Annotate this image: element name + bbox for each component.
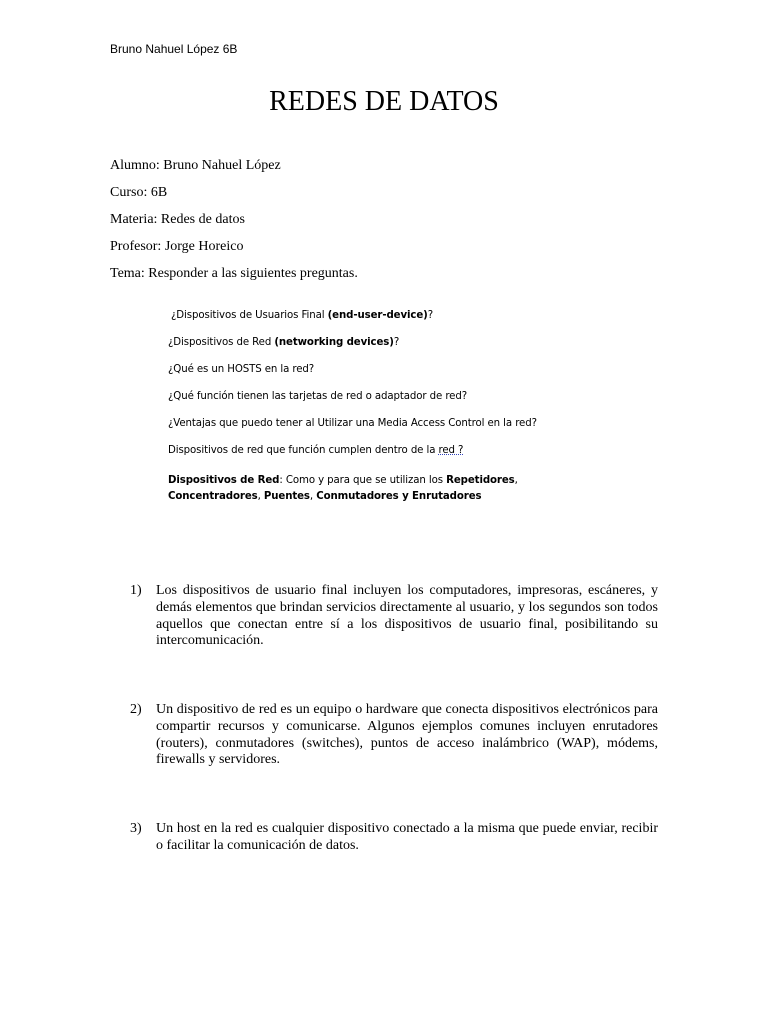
questions-image <box>168 309 648 505</box>
question-7-text: : Como y para que se utilizan los <box>279 475 447 486</box>
answer-item <box>130 702 658 769</box>
question-4: ¿Qué función tienen las tarjetas de red o adaptador de red? <box>168 391 468 402</box>
question-1 <box>168 309 648 336</box>
student-name: Alumno: Bruno Nahuel López <box>110 158 281 173</box>
question-7-comma: , <box>257 491 264 502</box>
student-info <box>110 157 358 292</box>
question-7-repeaters: Repetidores <box>446 475 515 486</box>
document-title: REDES DE DATOS <box>269 86 499 117</box>
question-1-end: ? <box>427 310 433 321</box>
question-7-switches-routers: Conmutadores y Enrutadores <box>316 491 482 502</box>
question-1-text: ¿Dispositivos de Usuarios Final <box>171 310 328 321</box>
question-7-bridges: Puentes <box>263 491 310 502</box>
answer-text: Los dispositivos de usuario final incluyen los computadores, impresoras, escáneres, y demás elementos que brindan servicios directamente al usuario, y los segundos son todos aquellos que conectan entre sí a los dispositivos de usuario final, posibilitando su intercomunicación. <box>156 583 658 649</box>
question-2-text: ¿Dispositivos de Red <box>168 337 275 348</box>
subject: Materia: Redes de datos <box>110 212 245 227</box>
question-2-term: (networking devices) <box>274 337 394 348</box>
answer-number: 2) <box>130 702 142 717</box>
question-6-text: Dispositivos de red que función cumplen dentro de la <box>168 445 439 456</box>
question-7-comma: , <box>309 491 317 502</box>
answer-item <box>130 583 658 650</box>
question-3: ¿Qué es un HOSTS en la red? <box>168 364 315 375</box>
answer-number: 1) <box>130 583 142 598</box>
answer-item <box>130 821 658 855</box>
question-7-comma: , <box>514 475 518 486</box>
question-6 <box>168 444 648 471</box>
question-2-end: ? <box>393 337 400 348</box>
answer-text: Un dispositivo de red es un equipo o hardware que conecta dispositivos electrónicos para compartir recursos y comunicarse. Algunos ejemplos comunes incluyen enrutadores (routers), conmutadores (switches), puntos de acceso inalámbrico (WAP), módems, firewalls y servidores. <box>156 702 658 768</box>
question-6-end: red ? <box>438 445 464 456</box>
question-7-heading: Dispositivos de Red <box>168 475 280 486</box>
question-2 <box>168 336 648 363</box>
course: Curso: 6B <box>110 185 168 200</box>
page-header: Bruno Nahuel López 6B <box>110 42 238 56</box>
teacher: Profesor: Jorge Horeico <box>110 239 244 254</box>
answer-number: 3) <box>130 821 142 836</box>
answer-text: Un host en la red es cualquier dispositivo conectado a la misma que puede enviar, recibir o facilitar la comunicación de datos. <box>156 821 658 853</box>
topic: Tema: Responder a las siguientes preguntas. <box>110 266 358 281</box>
question-1-term: (end-user-device) <box>327 310 428 321</box>
question-7 <box>168 473 648 505</box>
question-5: ¿Ventajas que puedo tener al Utilizar una Media Access Control en la red? <box>168 418 537 429</box>
question-7-hubs: Concentradores <box>168 491 258 502</box>
